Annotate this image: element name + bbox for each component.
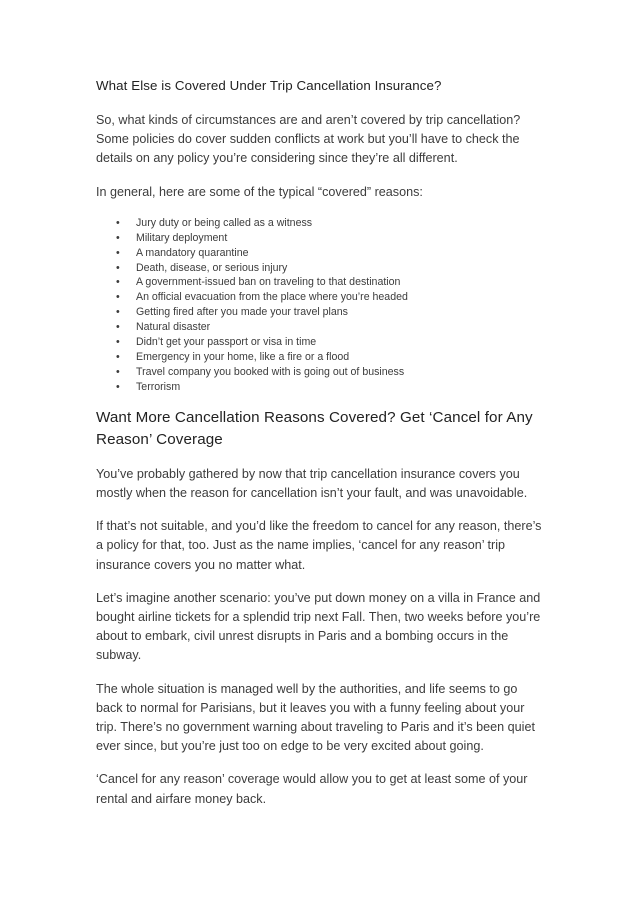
list-item (96, 275, 546, 290)
list-item (96, 261, 546, 276)
list-intro-paragraph: In general, here are some of the typical “covered” reasons: (96, 184, 423, 199)
section-heading-cfar: Want More Cancellation Reasons Covered? Get ‘Cancel for Any Reason’ Coverage (96, 408, 533, 448)
bullet-icon: • (116, 291, 120, 304)
bullet-icon: • (116, 380, 120, 393)
list-item-text: Death, disease, or serious injury (136, 261, 288, 274)
body-paragraph: If that’s not suitable, and you’d like the freedom to cancel for any reason, there’s a policy for that, too. Just as the name implies, ‘cancel for any reason’ trip insurance covers you no matter what. (96, 519, 542, 572)
list-item-text: Natural disaster (136, 321, 211, 334)
body-paragraph: ‘Cancel for any reason’ coverage would allow you to get at least some of your rental and airfare money back. (96, 772, 528, 806)
list-item-text: Didn’t get your passport or visa in time (136, 336, 317, 349)
bullet-icon: • (116, 321, 120, 334)
document-page (96, 76, 546, 823)
body-paragraph: Let’s imagine another scenario: you’ve put down money on a villa in France and bought airline tickets for a splendid trip next Fall. Then, two weeks before you’re about to embark, civil unrest disrupts in Paris and a bombing occurs in the subway. (96, 590, 541, 663)
list-item (96, 216, 546, 231)
bullet-icon: • (116, 306, 120, 319)
covered-reasons-list (96, 216, 546, 395)
list-item-text: A government-issued ban on traveling to that destination (136, 276, 401, 289)
list-item-text: An official evacuation from the place where you’re headed (136, 291, 408, 304)
bullet-icon: • (116, 276, 120, 289)
bullet-icon: • (116, 246, 120, 259)
bullet-icon: • (116, 231, 120, 244)
list-item (96, 246, 546, 261)
body-paragraph: The whole situation is managed well by the authorities, and life seems to go back to normal for Parisians, but it leaves you with a funny feeling about your trip. There’s no government warning about traveling to Paris and it’s been quiet ever since, but you’re just too on edge to be very excited about going. (96, 681, 535, 754)
list-item-text: Terrorism (136, 380, 181, 393)
list-item-text: Jury duty or being called as a witness (136, 216, 313, 229)
list-item-text: Getting fired after you made your travel plans (136, 306, 348, 319)
list-item (96, 305, 546, 320)
list-item-text: Travel company you booked with is going out of business (136, 365, 405, 378)
list-item (96, 290, 546, 305)
bullet-icon: • (116, 350, 120, 363)
list-item-text: A mandatory quarantine (136, 246, 249, 259)
list-item (96, 335, 546, 350)
list-item-text: Military deployment (136, 231, 228, 244)
list-item-text: Emergency in your home, like a fire or a flood (136, 350, 350, 363)
body-paragraph: You’ve probably gathered by now that trip cancellation insurance covers you mostly when the reason for cancellation isn’t your fault, and was unavoidable. (96, 466, 528, 500)
intro-paragraph: So, what kinds of circumstances are and aren’t covered by trip cancellation? Some policies do cover sudden conflicts at work but you’ll have to check the details on any policy you’re considering since they’re all different. (96, 113, 521, 166)
list-item (96, 320, 546, 335)
bullet-icon: • (116, 261, 120, 274)
bullet-icon: • (116, 336, 120, 349)
list-item (96, 365, 546, 380)
list-item (96, 231, 546, 246)
list-item (96, 350, 546, 365)
bullet-icon: • (116, 365, 120, 378)
bullet-icon: • (116, 216, 120, 229)
list-item (96, 380, 546, 395)
section-heading-covered: What Else is Covered Under Trip Cancellation Insurance? (96, 78, 442, 93)
